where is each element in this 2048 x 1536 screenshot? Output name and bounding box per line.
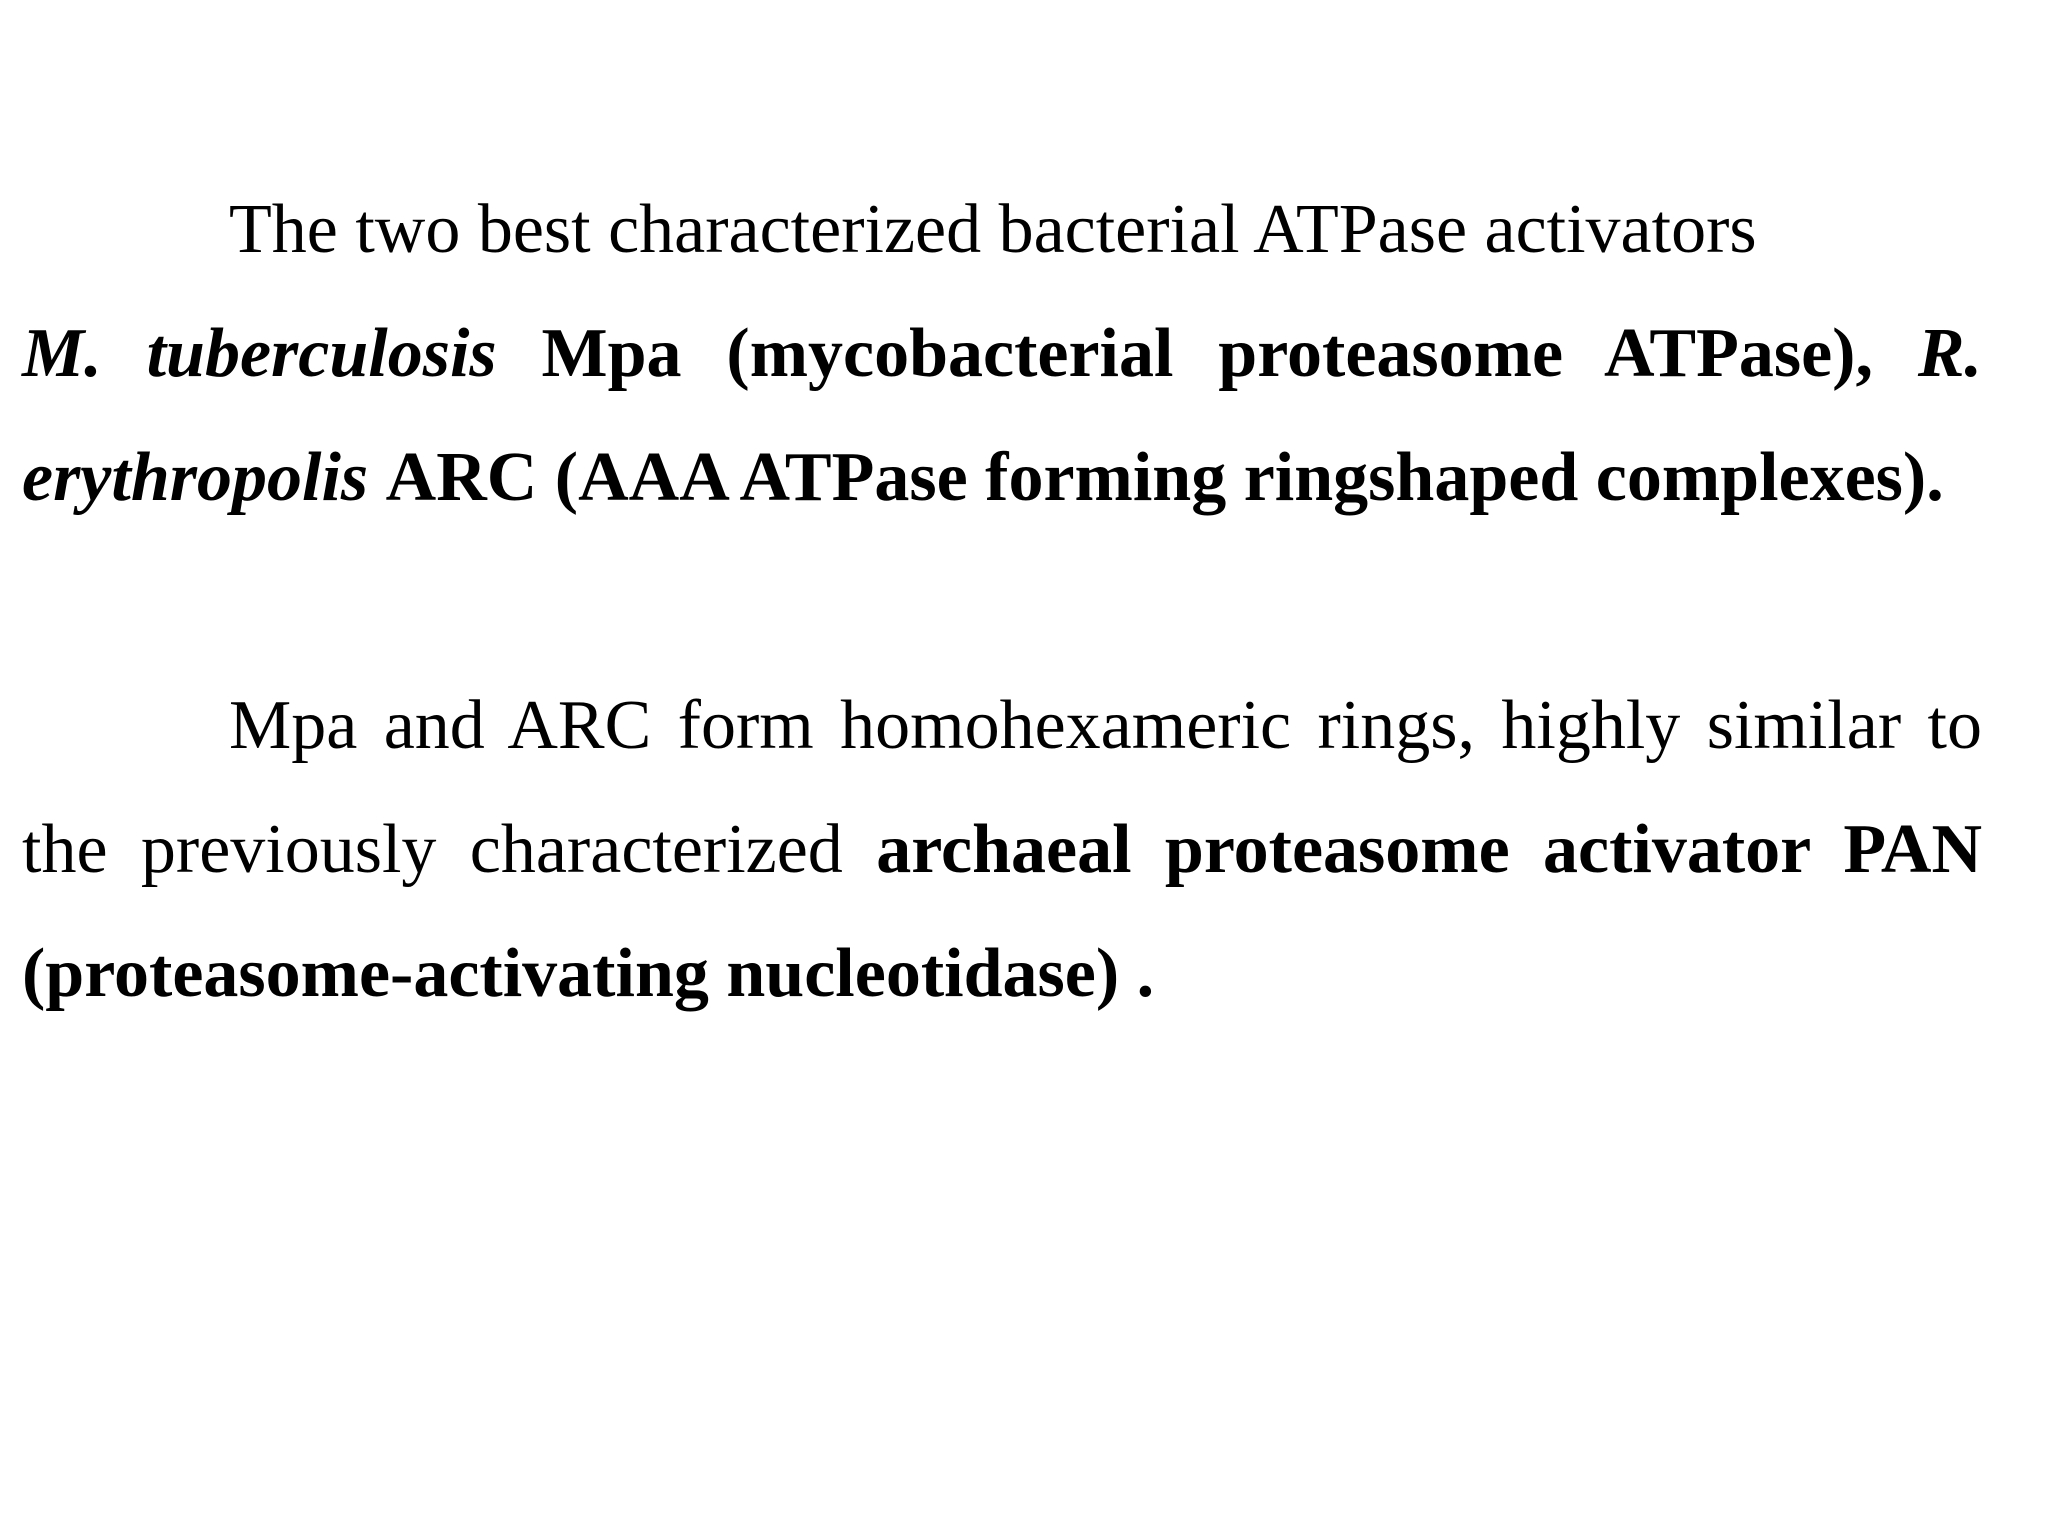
slide-text-body	[22, 168, 1982, 1036]
species2-abbrev: R.	[1917, 315, 1983, 392]
species1-abbrev: M.	[22, 315, 102, 392]
species2-name: erythropolis	[22, 439, 369, 516]
paragraph-activators-first-line	[22, 168, 1982, 292]
paragraph-activators	[22, 168, 1982, 540]
paragraph-homohexamer	[22, 664, 1982, 1036]
homohexamer-regular-text: Mpa and ARC form homohexameric rings, highly similar to the previously characterized	[22, 687, 1982, 888]
species1-protein: Mpa (mycobacterial proteasome ATPase),	[541, 315, 1873, 392]
activators-intro-text: The two best characterized bacterial ATPase activators	[229, 191, 1757, 268]
species2-protein: ARC (AAA ATPase forming ringshaped complexes).	[385, 439, 1944, 516]
species1-name: tuberculosis	[146, 315, 497, 392]
pan-activator-text: archaeal proteasome activator PAN (proteasome-activating nucleotidase) .	[22, 811, 1983, 1012]
paragraph-spacer	[22, 540, 1982, 664]
